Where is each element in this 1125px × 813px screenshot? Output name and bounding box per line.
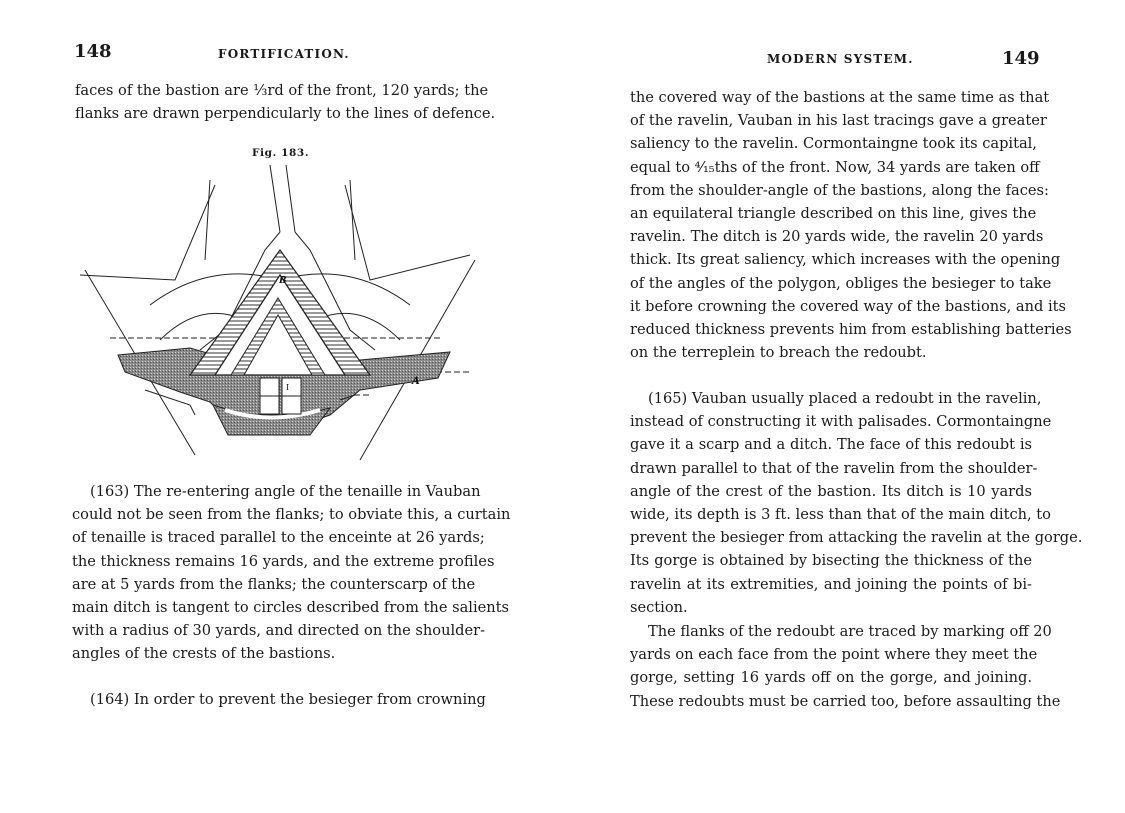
label-i: I xyxy=(286,383,290,392)
capital-line xyxy=(205,180,210,260)
fortification-diagram xyxy=(70,160,490,470)
text-line: (165) Vauban usually placed a redoubt in the ravelin, xyxy=(648,390,1042,407)
text-line: reduced thickness prevents him from establishing batteries xyxy=(630,321,1072,339)
text-line: faces of the bastion are ⅓rd of the front, 120 yards; the xyxy=(75,82,489,99)
text-line: on the terreplein to breach the redoubt. xyxy=(630,344,927,362)
text-line: angles of the crests of the bastions. xyxy=(72,645,336,663)
page-number: 149 xyxy=(1002,48,1040,69)
paragraph-redoubt-flanks xyxy=(630,620,1061,713)
fig-183-svg xyxy=(70,160,490,470)
text-line: drawn parallel to that of the ravelin from the shoulder- xyxy=(630,459,1038,477)
top-paragraph xyxy=(75,79,496,125)
paragraph-164 xyxy=(72,688,486,711)
figure-caption: Fig. 183. xyxy=(252,147,310,159)
text-line: angle of the crest of the bastion. Its ditch is 10 yards xyxy=(630,482,1032,500)
text-line: with a radius of 30 yards, and directed on the shoulder- xyxy=(72,622,486,640)
text-line: ravelin. The ditch is 20 yards wide, the ravelin 20 yards xyxy=(630,228,1044,246)
glacis-left xyxy=(80,185,215,280)
text-line: prevent the besieger from attacking the ravelin at the gorge. xyxy=(630,529,1083,547)
text-line: thick. Its great saliency, which increases with the opening xyxy=(630,251,1061,269)
text-line: ravelin at its extremities, and joining the points of bi- xyxy=(630,575,1032,593)
text-line: gorge, setting 16 yards off on the gorge, and joining. xyxy=(630,669,1032,687)
text-line: yards on each face from the point where they meet the xyxy=(630,646,1038,664)
label-a: A xyxy=(412,376,420,387)
text-line: (163) The re-entering angle of the tenaille in Vauban xyxy=(90,483,481,500)
text-line: The flanks of the redoubt are traced by marking off 20 xyxy=(648,623,1052,640)
capital-line xyxy=(286,165,295,232)
text-line: instead of constructing it with palisades. Cormontaingne xyxy=(630,413,1052,431)
left-page xyxy=(0,0,560,813)
paragraph-163 xyxy=(72,480,511,666)
text-line: flanks are drawn perpendicularly to the lines of defence. xyxy=(75,105,496,123)
page-number: 148 xyxy=(74,41,112,62)
running-head: MODERN SYSTEM. xyxy=(767,52,914,66)
running-head: FORTIFICATION. xyxy=(218,47,350,61)
text-line: are at 5 yards from the flanks; the counterscarp of the xyxy=(72,575,476,593)
text-line: of the angles of the polygon, obliges the besieger to take xyxy=(630,274,1052,292)
paragraph-165 xyxy=(630,387,1083,619)
text-line: These redoubts must be carried too, before assaulting the xyxy=(630,692,1061,710)
label-b: B xyxy=(279,276,287,286)
text-line: equal to ⁴⁄₁₅ths of the front. Now, 34 yards are taken off xyxy=(630,158,1040,176)
continued-paragraph xyxy=(630,86,1072,364)
text-line: the covered way of the bastions at the same time as that xyxy=(630,89,1050,106)
text-line: section. xyxy=(630,598,688,616)
text-line: an equilateral triangle described on this line, gives the xyxy=(630,205,1037,223)
glacis-right xyxy=(345,185,470,280)
text-line: saliency to the ravelin. Cormontaingne took its capital, xyxy=(630,135,1037,153)
text-line: wide, its depth is 3 ft. less than that of the main ditch, to xyxy=(630,506,1051,524)
text-line: from the shoulder-angle of the bastions, along the faces: xyxy=(630,181,1049,199)
text-line: Its gorge is obtained by bisecting the thickness of the xyxy=(630,552,1032,570)
right-page xyxy=(562,0,1125,813)
text-line: of the ravelin, Vauban in his last tracings gave a greater xyxy=(630,112,1047,130)
capital-line xyxy=(270,165,280,232)
text-line: main ditch is tangent to circles described from the salients xyxy=(72,599,510,617)
text-line: the thickness remains 16 yards, and the extreme profiles xyxy=(72,552,495,570)
text-line: of tenaille is traced parallel to the enceinte at 26 yards; xyxy=(72,529,485,547)
text-line: could not be seen from the flanks; to obviate this, a curtain xyxy=(72,506,511,524)
text-line: it before crowning the covered way of the bastions, and its xyxy=(630,297,1066,315)
text-line: (164) In order to prevent the besieger from crowning xyxy=(90,691,486,708)
text-line: gave it a scarp and a ditch. The face of this redoubt is xyxy=(630,436,1032,454)
